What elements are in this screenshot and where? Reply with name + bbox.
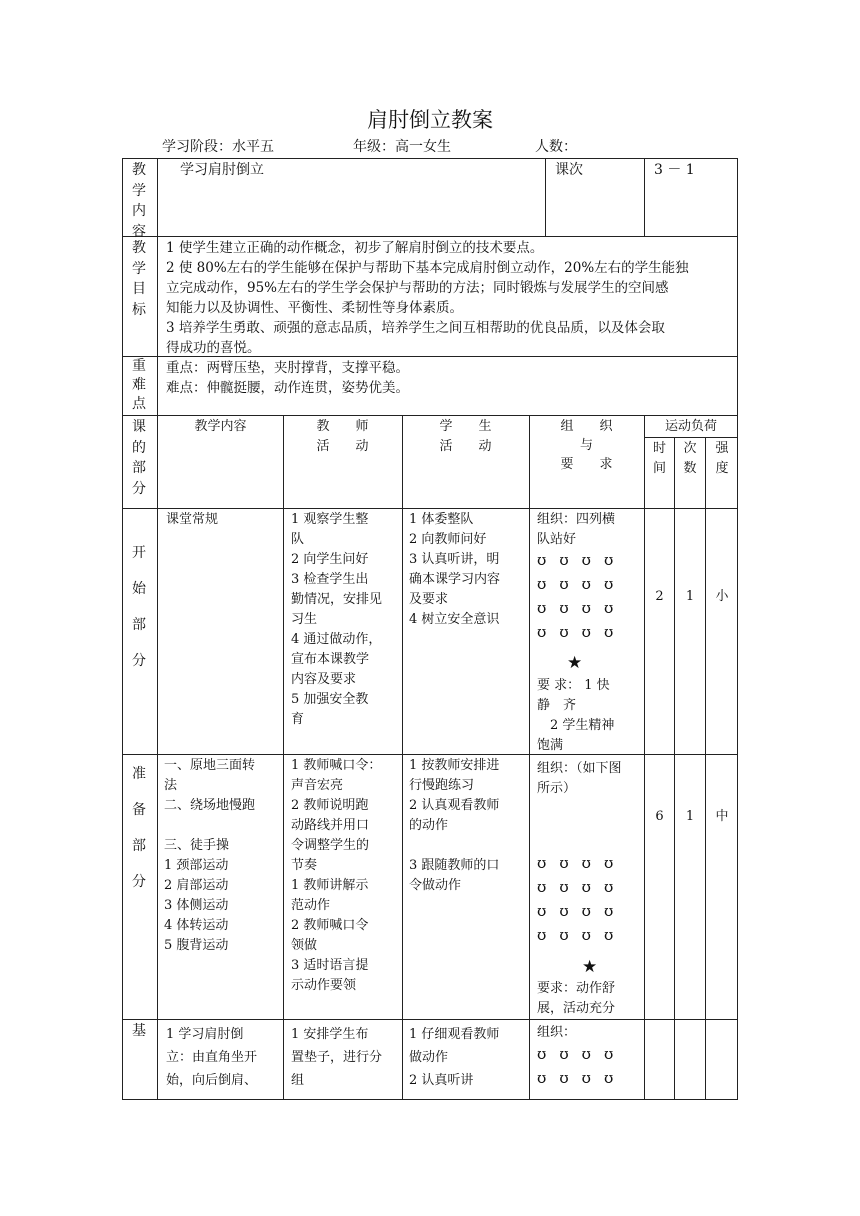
label-keypoints: 重 难 点 [132, 358, 146, 412]
section-basic-teacher: 1 安排学生布 置垫子，进行分 组 [291, 1027, 383, 1088]
formation-grid-basic: ʊ ʊ ʊ ʊ ʊ ʊ ʊ ʊ [537, 1045, 614, 1087]
formation-grid-prep: ʊ ʊ ʊ ʊ ʊ ʊ ʊ ʊ ʊ ʊ ʊ ʊ ʊ ʊ ʊ ʊ [537, 854, 614, 944]
section-prep-content: 一、原地三面转 法 二、绕场地慢跑 三、徒手操 1 颈部运动 2 肩部运动 3 体侧运动 4 体转运动 5 腹背运动 [164, 758, 256, 953]
section-start-content: 课堂常规 [166, 512, 219, 527]
teacher-star-icon-prep: ★ [582, 957, 598, 977]
col-time: 时 间 [652, 441, 666, 476]
lesson-value: 3 － 1 [654, 162, 695, 178]
section-start-org-top: 组织：四列横 队站好 [537, 512, 616, 547]
page-title: 肩肘倒立教案 [367, 108, 493, 132]
content-value: 学习肩肘倒立 [180, 162, 264, 178]
col-org: 组 织 与 要 求 [560, 419, 613, 472]
section-prep-teacher: 1 教师喊口令： 声音宏亮 2 教师说明跑 动路线并用口 令调整学生的 节奏 1 教师讲解示 范动作 2 教师喊口令 领做 3 适时语言提 示动作要领 [291, 758, 382, 993]
label-section-start: 开 始 部 分 [132, 545, 146, 669]
label-part: 课 的 部 分 [132, 419, 146, 497]
meta-stage: 学习阶段：水平五 [162, 139, 274, 155]
keypoints-text: 重点：两臂压垫，夹肘撑背，支撑平稳。 难点：伸髋挺腰，动作连贯，姿势优美。 [166, 360, 409, 396]
section-start-student: 1 体委整队 2 向教师问好 3 认真听讲，明 确本课学习内容 及要求 4 树立安全意识 [409, 512, 501, 627]
section-basic-content: 1 学习肩肘倒 立：由直角坐开 始，向后倒肩、 [166, 1027, 258, 1088]
col-times: 次 数 [683, 441, 697, 476]
meta-grade: 年级：高一女生 [353, 139, 451, 155]
col-teacher: 教 师 活 动 [316, 419, 369, 454]
col-intensity: 强 度 [715, 441, 729, 476]
section-prep-intensity: 中 [715, 809, 729, 824]
col-load: 运动负荷 [664, 419, 717, 434]
section-prep-time: 6 [655, 809, 664, 824]
section-start-org-bottom: 要 求： 1 快 静 齐 2 学生精神 饱满 [537, 678, 615, 753]
lesson-label: 课次 [555, 162, 583, 178]
section-basic-org-top: 组织： [537, 1025, 577, 1040]
goals-text: 1 使学生建立正确的动作概念，初步了解肩肘倒立的技术要点。 2 使 80%左右的学生能够在保护与帮助下基本完成肩肘倒立动作，20%左右的学生能独 立完成动作，95%左右的学生学会保护与帮助的方法；同时锻炼与发展学生的空间感 知能力以及协调性、平衡性、柔韧性等身体素质。 3 培养学生勇敢、顽强的意志品质，培养学生之间互相帮助的优良品质，以及体会取 得成功的喜悦。 [166, 240, 689, 356]
label-goals: 教 学 目 标 [132, 240, 146, 318]
label-section-prep: 准 备 部 分 [132, 766, 146, 890]
section-basic-student: 1 仔细观看教师 做动作 2 认真听讲 [409, 1027, 500, 1088]
section-prep-org-top: 组织：（如下图 所示） [537, 761, 622, 796]
section-prep-student: 1 按教师安排进 行慢跑练习 2 认真观看教师 的动作 3 跟随教师的口 令做动作 [409, 758, 500, 893]
label-section-basic: 基 [132, 1023, 146, 1039]
section-prep-times: 1 [685, 809, 695, 824]
col-content: 教学内容 [194, 419, 247, 434]
teacher-star-icon: ★ [567, 653, 583, 673]
section-start-times: 1 [685, 589, 695, 604]
section-start-intensity: 小 [715, 589, 729, 604]
section-start-teacher: 1 观察学生整 队 2 向学生问好 3 检查学生出 勤情况，安排见 习生 4 通过做动作， 宣布本课教学 内容及要求 5 加强安全教 育 [291, 512, 383, 727]
col-student: 学 生 活 动 [439, 419, 492, 454]
formation-grid: ʊ ʊ ʊ ʊ ʊ ʊ ʊ ʊ ʊ ʊ ʊ ʊ ʊ ʊ ʊ ʊ [537, 551, 614, 641]
label-content: 教 学 内 容 [132, 162, 146, 240]
section-prep-org-bottom: 要求：动作舒 展，活动充分 [537, 981, 616, 1016]
section-start-time: 2 [655, 589, 664, 604]
meta-count: 人数： [535, 139, 577, 155]
